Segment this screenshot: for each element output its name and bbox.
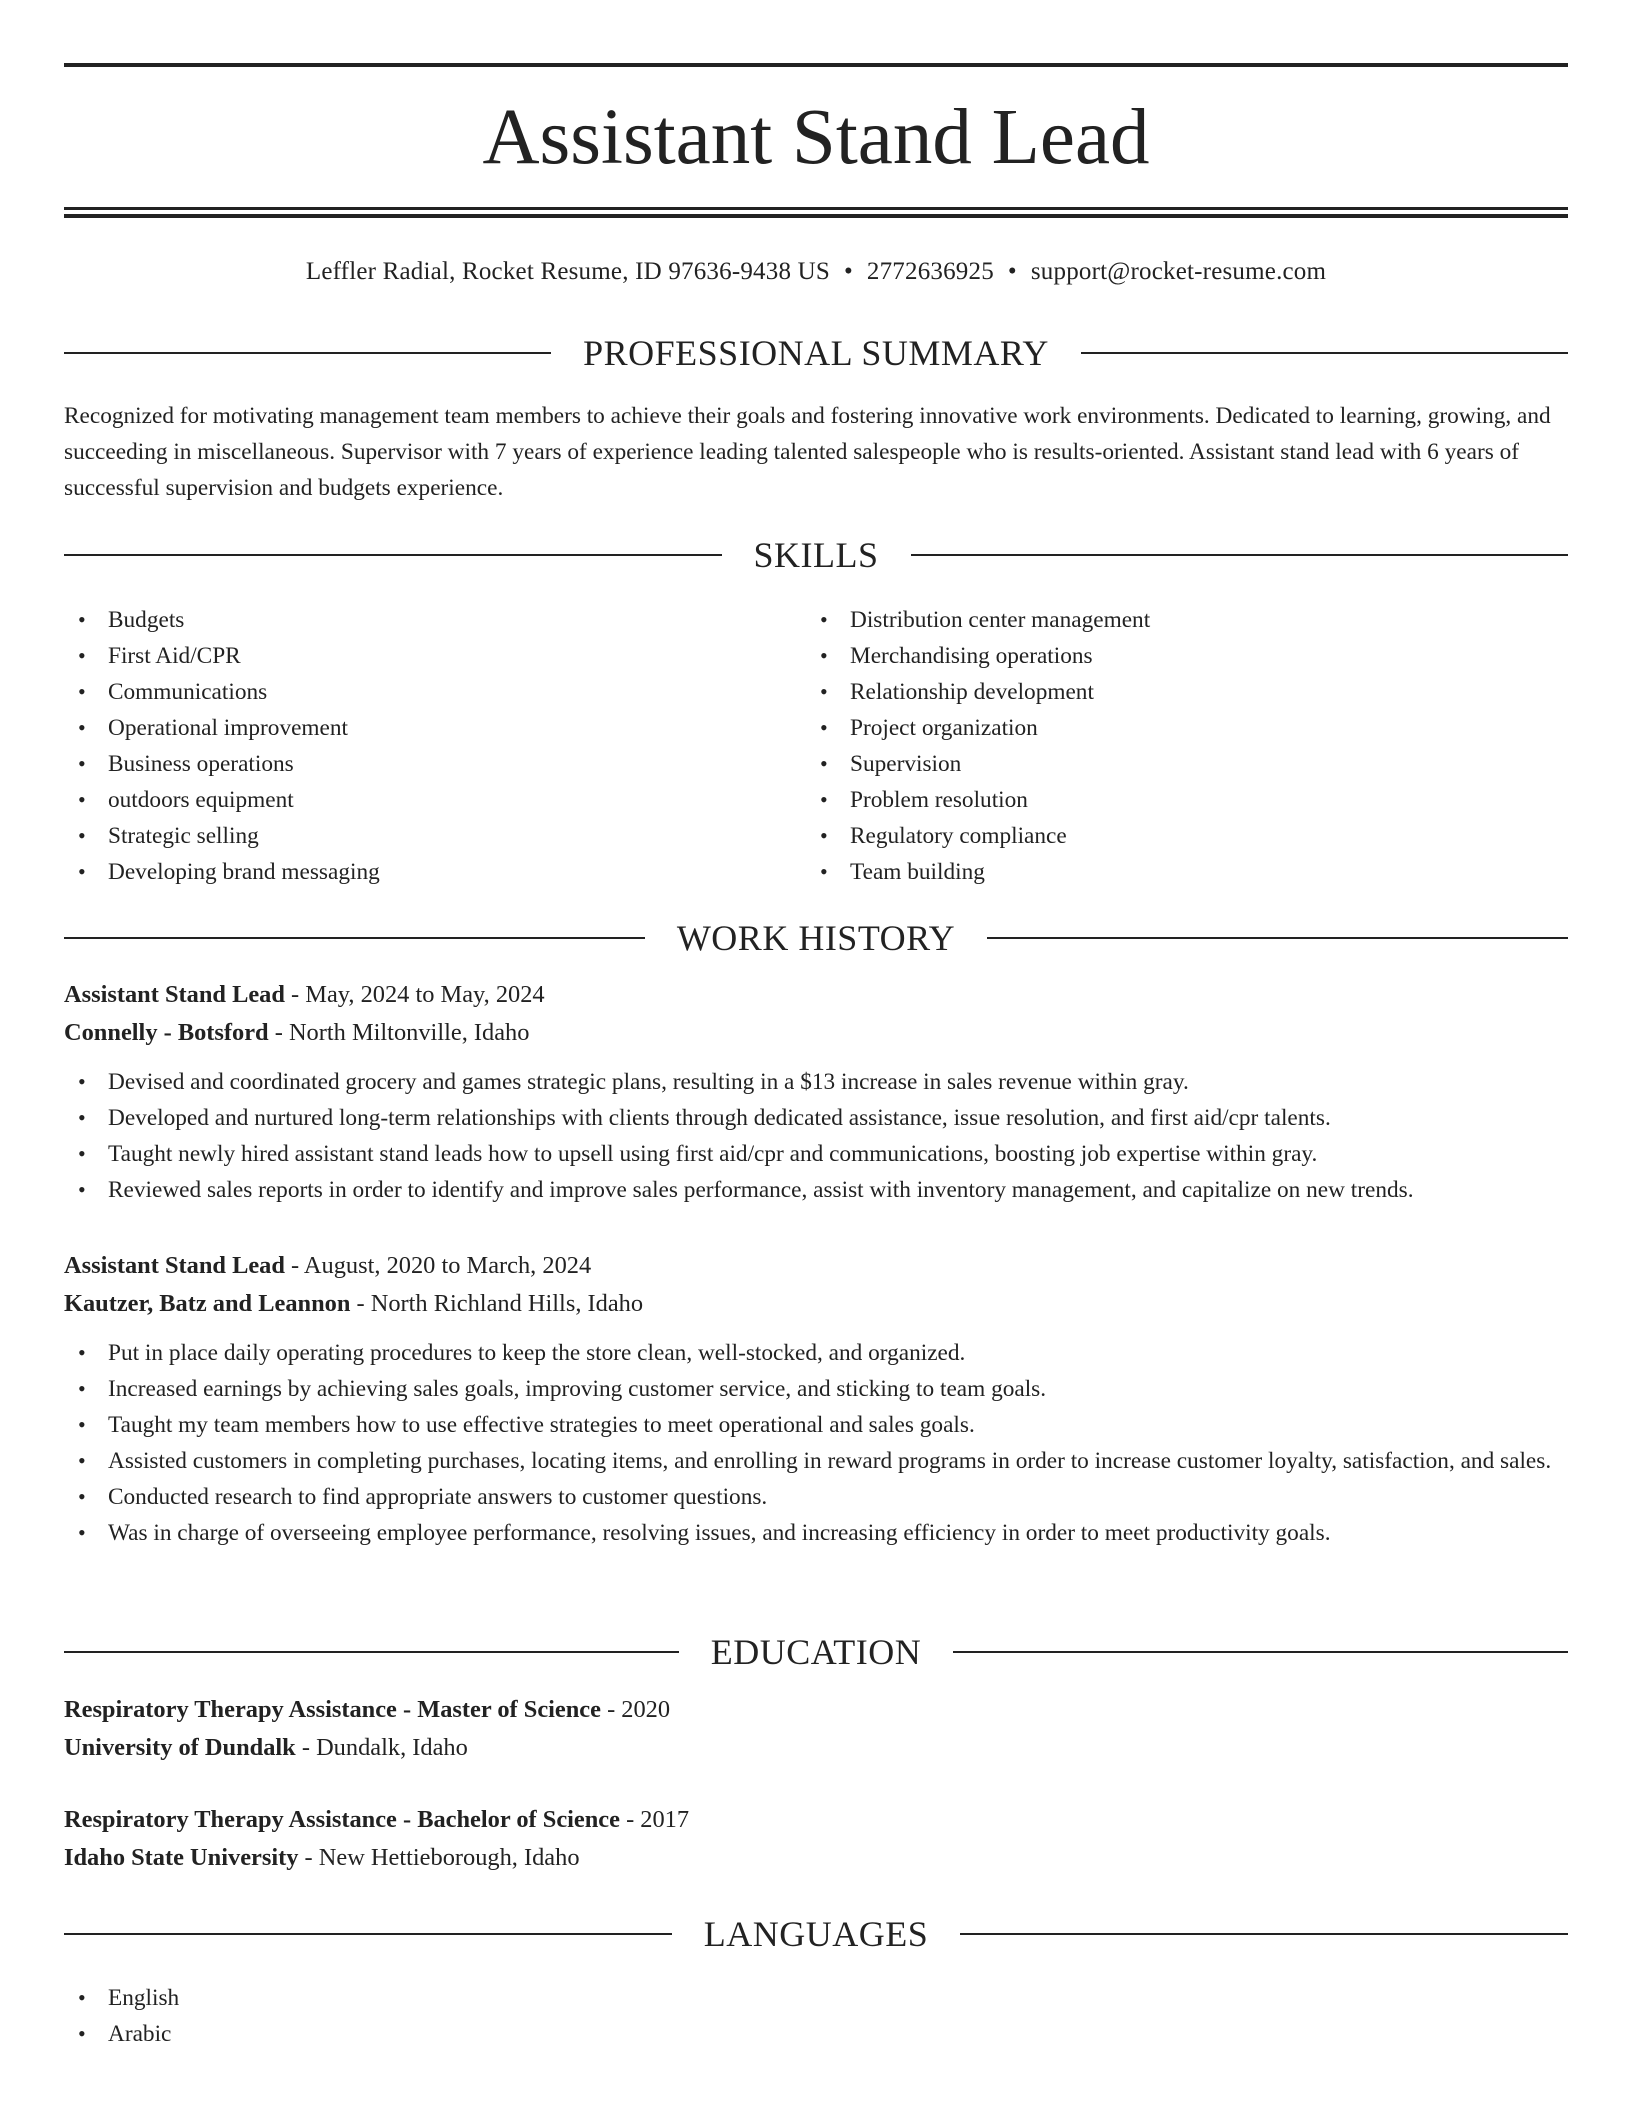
divider: [960, 1933, 1568, 1935]
skill-item: • Team building: [806, 854, 1566, 890]
skill-item: • Business operations: [64, 746, 804, 782]
school-location: - New Hettieborough, Idaho: [298, 1844, 580, 1871]
contact-address: Leffler Radial, Rocket Resume, ID 97636-9438 US: [305, 258, 830, 285]
contact-line: [64, 252, 1568, 292]
skill-item: • Relationship development: [806, 674, 1566, 710]
job-title-line: [64, 1247, 1568, 1285]
job-bullet: • Developed and nurtured long-term relationships with clients through dedicated assistance, issue resolution, and first aid/cpr talents.: [64, 1100, 1568, 1136]
languages-list: [64, 1980, 1568, 2052]
skill-item: • Developing brand messaging: [64, 854, 804, 890]
job-title: Assistant Stand Lead: [64, 981, 285, 1008]
education-entry: [64, 1801, 1568, 1877]
contact-email: support@rocket-resume.com: [1030, 258, 1327, 285]
graduation-year: - 2020: [600, 1696, 671, 1723]
job-bullet: • Was in charge of overseeing employee performance, resolving issues, and increasing efficiency in order to meet productivity goals.: [64, 1515, 1568, 1551]
skill-item: • Supervision: [806, 746, 1566, 782]
divider: [911, 554, 1569, 556]
job-location: - North Richland Hills, Idaho: [350, 1290, 644, 1317]
summary-text: Recognized for motivating management team members to achieve their goals and fostering innovative work environments. Dedicated to learning, growing, and succeeding in miscellaneous. Supervisor with 7 years of experience leading talented salespeople who is results-oriented. Assistant stand lead with 6 years of successful supervision and budgets experience.: [64, 403, 1551, 501]
language-item: • English: [64, 1980, 1568, 2016]
skills-list-left: [64, 602, 804, 890]
top-rule: [64, 63, 1568, 67]
job-dates: - August, 2020 to March, 2024: [284, 1252, 592, 1279]
degree-line: [64, 1801, 1568, 1839]
skill-item: • outdoors equipment: [64, 782, 804, 818]
divider: [64, 352, 551, 354]
contact-separator: •: [1007, 258, 1017, 285]
section-heading-skills: [64, 530, 1568, 580]
divider: [64, 1933, 672, 1935]
skill-item: • Merchandising operations: [806, 638, 1566, 674]
job-title-line: [64, 976, 1568, 1014]
divider: [953, 1651, 1568, 1653]
job-bullets: [64, 1335, 1568, 1551]
section-title: LANGUAGES: [703, 1914, 929, 1954]
job-bullet: • Taught my team members how to use effective strategies to meet operational and sales goals.: [64, 1407, 1568, 1443]
skill-item: • Budgets: [64, 602, 804, 638]
section-title: SKILLS: [753, 535, 879, 575]
section-title: WORK HISTORY: [676, 918, 956, 958]
degree: Respiratory Therapy Assistance - Master of Science: [64, 1696, 601, 1723]
skill-item: • Project organization: [806, 710, 1566, 746]
education-entry: [64, 1691, 1568, 1767]
degree-line: [64, 1691, 1568, 1729]
section-heading-education: [64, 1627, 1568, 1677]
job-company-line: [64, 1014, 1568, 1052]
job-bullet: • Taught newly hired assistant stand leads how to upsell using first aid/cpr and communications, boosting job expertise within gray.: [64, 1136, 1568, 1172]
contact-phone: 2772636925: [866, 258, 994, 285]
job-bullet: • Put in place daily operating procedures to keep the store clean, well-stocked, and organized.: [64, 1335, 1568, 1371]
job-title: Assistant Stand Lead: [64, 1252, 285, 1279]
school: University of Dundalk: [64, 1734, 296, 1761]
job-entry: [64, 1247, 1568, 1551]
skill-item: • Strategic selling: [64, 818, 804, 854]
job-bullets: [64, 1064, 1568, 1208]
school-line: [64, 1729, 1568, 1767]
divider: [64, 554, 722, 556]
job-bullet: • Increased earnings by achieving sales goals, improving customer service, and sticking to team goals.: [64, 1371, 1568, 1407]
skill-item: • First Aid/CPR: [64, 638, 804, 674]
job-location: - North Miltonville, Idaho: [268, 1019, 530, 1046]
job-dates: - May, 2024 to May, 2024: [284, 981, 545, 1008]
divider: [987, 937, 1568, 939]
graduation-year: - 2017: [619, 1806, 690, 1833]
language-item: • Arabic: [64, 2016, 1568, 2052]
section-title: PROFESSIONAL SUMMARY: [583, 333, 1049, 373]
divider: [1081, 352, 1568, 354]
skill-item: • Regulatory compliance: [806, 818, 1566, 854]
job-bullet: • Devised and coordinated grocery and games strategic plans, resulting in a $13 increase in sales revenue within gray.: [64, 1064, 1568, 1100]
skills-list-right: [806, 602, 1566, 890]
double-rule: [64, 207, 1568, 218]
job-company: Connelly - Botsford: [64, 1019, 269, 1046]
degree: Respiratory Therapy Assistance - Bachelor of Science: [64, 1806, 620, 1833]
job-bullet: • Assisted customers in completing purchases, locating items, and enrolling in reward programs in order to increase customer loyalty, satisfaction, and sales.: [64, 1443, 1568, 1479]
section-heading-work-history: [64, 913, 1568, 963]
job-bullet: • Conducted research to find appropriate answers to customer questions.: [64, 1479, 1568, 1515]
school-line: [64, 1839, 1568, 1877]
skill-item: • Problem resolution: [806, 782, 1566, 818]
divider: [64, 1651, 679, 1653]
divider: [64, 937, 645, 939]
section-heading-languages: [64, 1909, 1568, 1959]
skill-item: • Communications: [64, 674, 804, 710]
candidate-name: Assistant Stand Lead: [482, 94, 1150, 181]
job-company: Kautzer, Batz and Leannon: [64, 1290, 351, 1317]
section-title: EDUCATION: [710, 1632, 922, 1672]
job-company-line: [64, 1285, 1568, 1323]
contact-separator: •: [843, 258, 853, 285]
school: Idaho State University: [64, 1844, 299, 1871]
skill-item: • Operational improvement: [64, 710, 804, 746]
job-bullet: • Reviewed sales reports in order to identify and improve sales performance, assist with inventory management, and capitalize on new trends.: [64, 1172, 1568, 1208]
section-heading-summary: [64, 328, 1568, 378]
skill-item: • Distribution center management: [806, 602, 1566, 638]
job-entry: [64, 976, 1568, 1208]
school-location: - Dundalk, Idaho: [295, 1734, 468, 1761]
